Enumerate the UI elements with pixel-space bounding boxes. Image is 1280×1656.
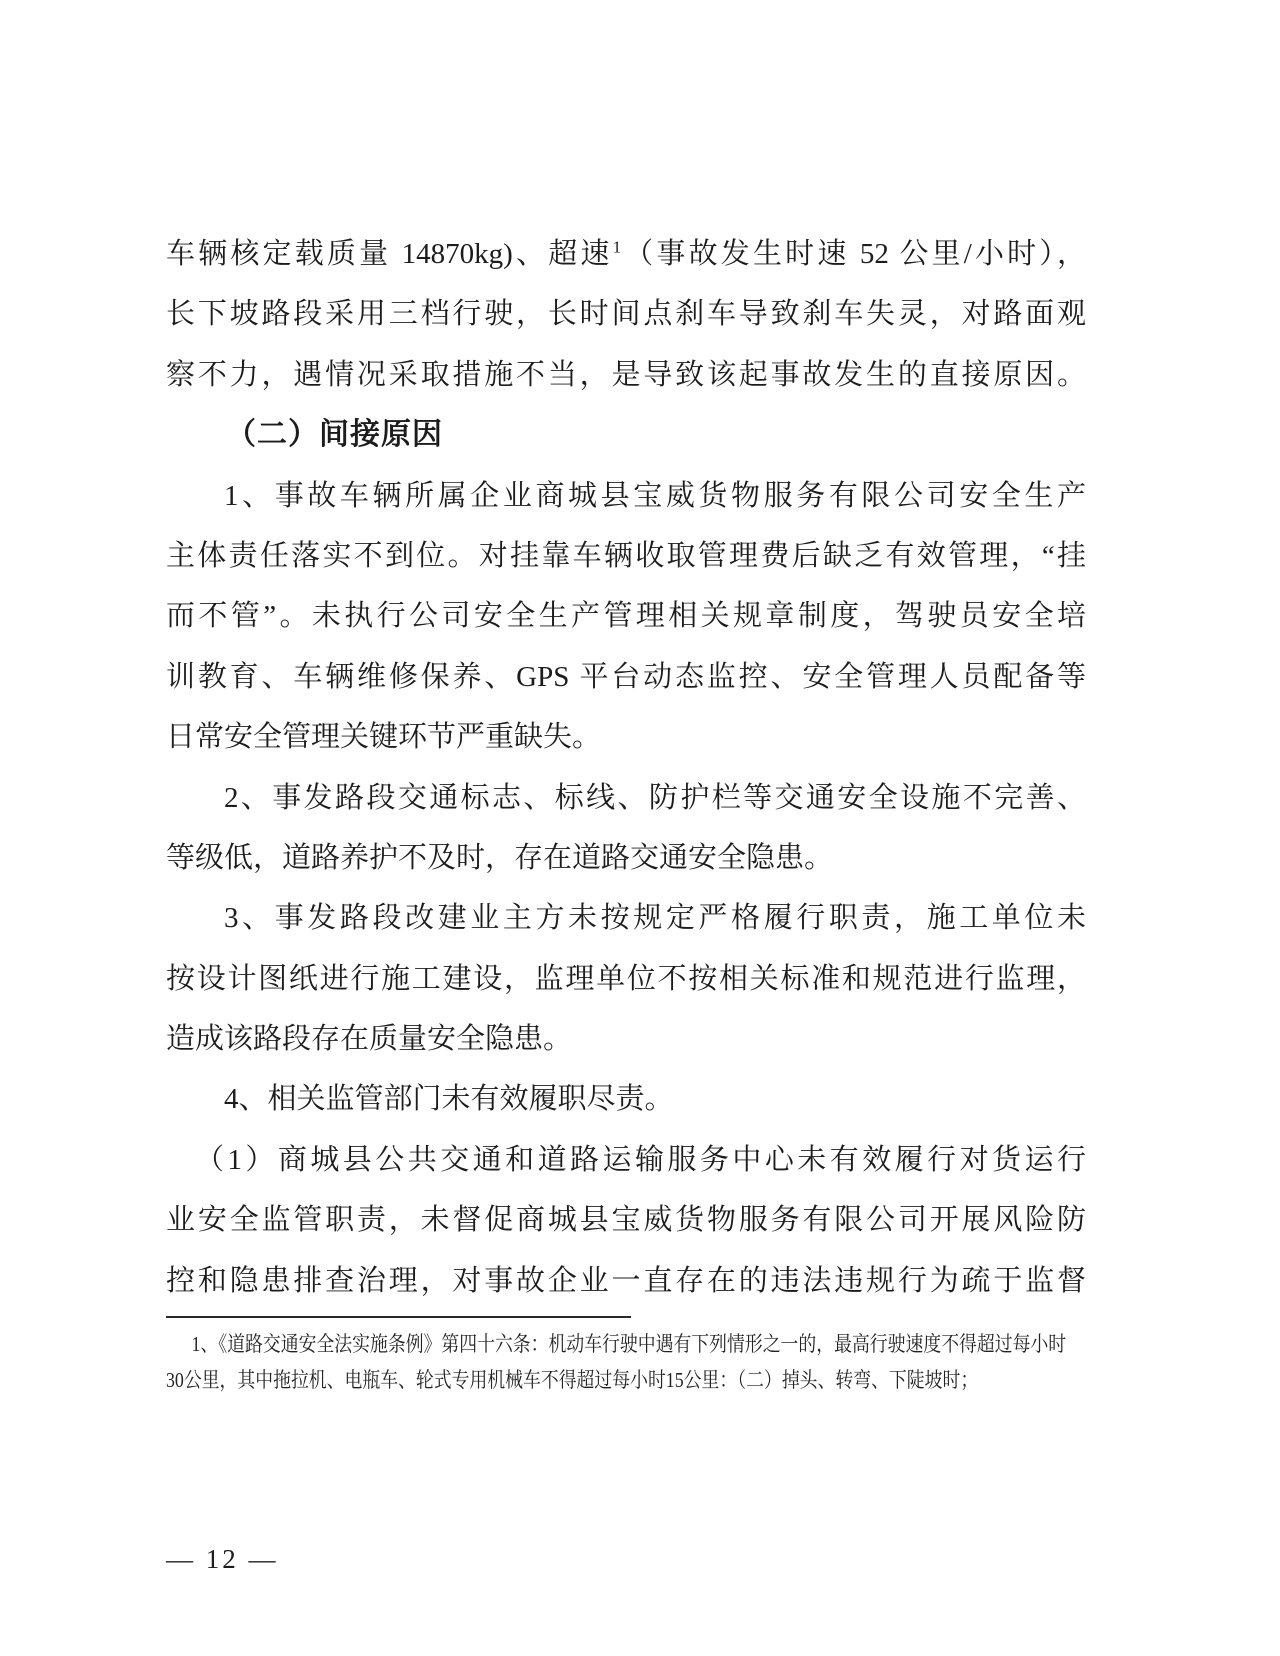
item1-line-4: 训教育、车辆维修保养、GPS 平台动态监控、安全管理人员配备等 [166,660,1086,693]
footnote-line-1: 1、《道路交通安全法实施条例》第四十六条：机动车行驶中遇有下列情形之一的，最高行驶速度不得超过每小时 [191,1332,1067,1356]
item2-line-1: 2、事发路段交通标志、标线、防护栏等交通安全设施不完善、 [224,781,1086,814]
item3-line-3: 造成该路段存在质量安全隐患。 [166,1023,573,1056]
footnote-separator [166,1316,631,1318]
footnote-line-2: 30公里，其中拖拉机、电瓶车、轮式专用机械车不得超过每小时15公里：（二）掉头、转弯、下陡坡时； [166,1368,979,1392]
item1-line-5: 日常安全管理关键环节严重缺失。 [166,721,602,754]
item5-line-3: 控和隐患排查治理，对事故企业一直存在的违法违规行为疏于监督 [166,1264,1086,1297]
item1-line-1: 1、事故车辆所属企业商城县宝威货物服务有限公司安全生产 [224,479,1086,512]
item3-line-2: 按设计图纸进行施工建设，监理单位不按相关标准和规范进行监理， [166,962,1086,995]
direct-cause-line-2: 长下坡路段采用三档行驶，长时间点刹车导致刹车失灵，对路面观 [166,298,1086,331]
item5-line-1: （1）商城县公共交通和道路运输服务中心未有效履行对货运行 [195,1143,1086,1176]
direct-cause-line-1-cont: （事故发生时速 52 公里/小时）， [621,238,1086,270]
item5-line-2: 业安全监管职责，未督促商城县宝威货物服务有限公司开展风险防 [166,1204,1086,1237]
item1-line-3: 而不管”。未执行公司安全生产管理相关规章制度，驾驶员安全培 [166,600,1086,633]
footnote-marker-1: 1 [612,237,622,257]
direct-cause-line-1-text: 车辆核定载质量 14870kg)、超速 [166,238,613,270]
indirect-cause-heading: （二）间接原因 [226,418,443,452]
item4-line-1: 4、相关监管部门未有效履职尽责。 [224,1083,674,1116]
item2-line-2: 等级低，道路养护不及时，存在道路交通安全隐患。 [166,841,834,874]
page-number: — 12 — [166,1544,279,1574]
footnote [166,1326,1066,1398]
direct-cause-line-3: 察不力，遇情况采取措施不当，是导致该起事故发生的直接原因。 [166,358,1086,391]
report-body [166,224,1086,1311]
item3-line-1: 3、事发路段改建业主方未按规定严格履行职责，施工单位未 [224,902,1086,935]
item1-line-2: 主体责任落实不到位。对挂靠车辆收取管理费后缺乏有效管理，“挂 [166,539,1086,572]
direct-cause-line-1 [166,224,1086,284]
